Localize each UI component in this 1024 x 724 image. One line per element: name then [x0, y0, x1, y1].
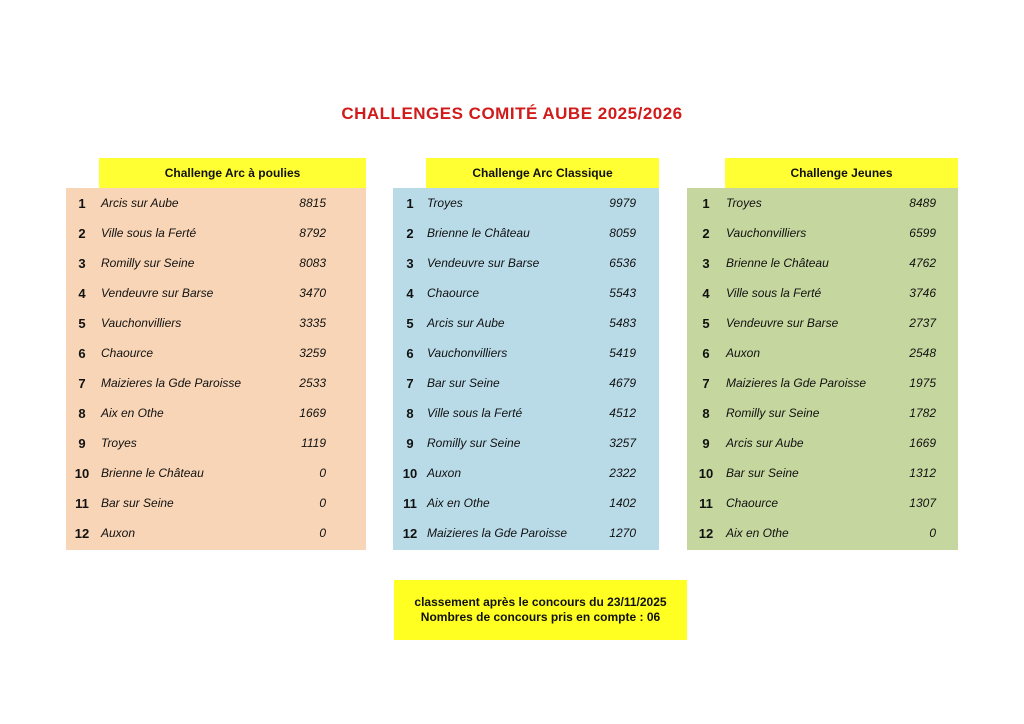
rank-cell: 3 [406, 255, 414, 271]
points-cell: 9979 [609, 196, 636, 210]
club-name-cell: Bar sur Seine [101, 496, 174, 510]
club-name-cell: Chaource [101, 346, 154, 360]
points-cell: 8083 [299, 256, 326, 270]
table-row [393, 278, 659, 308]
points-cell: 5483 [609, 316, 636, 330]
points-cell: 4512 [609, 406, 636, 420]
rank-cell: 1 [702, 195, 710, 211]
club-name-cell: Chaource [427, 286, 480, 300]
points-cell: 0 [319, 526, 326, 540]
table-row [687, 218, 958, 248]
points-cell: 3746 [909, 286, 936, 300]
table-row [66, 518, 366, 548]
table-row [393, 458, 659, 488]
club-name-cell: Aix en Othe [726, 526, 789, 540]
rank-cell: 2 [78, 225, 86, 241]
points-cell: 4762 [909, 256, 936, 270]
rank-cell: 5 [78, 315, 86, 331]
points-cell: 8792 [299, 226, 326, 240]
table-row [393, 308, 659, 338]
rank-cell: 10 [402, 465, 418, 481]
table-row [393, 518, 659, 548]
club-name-cell: Vendeuvre sur Barse [427, 256, 540, 270]
table-row [687, 488, 958, 518]
club-name-cell: Maizieres la Gde Paroisse [101, 376, 242, 390]
points-cell: 1669 [909, 436, 936, 450]
table-row [393, 338, 659, 368]
club-name-cell: Romilly sur Seine [427, 436, 521, 450]
points-cell: 0 [319, 496, 326, 510]
club-name-cell: Romilly sur Seine [101, 256, 195, 270]
rank-cell: 5 [702, 315, 710, 331]
table-row [66, 218, 366, 248]
table-row [687, 518, 958, 548]
rank-cell: 12 [402, 525, 418, 541]
rank-cell: 6 [406, 345, 414, 361]
rank-cell: 4 [406, 285, 414, 301]
club-name-cell: Bar sur Seine [427, 376, 500, 390]
club-name-cell: Auxon [427, 466, 462, 480]
rank-cell: 4 [78, 285, 86, 301]
table-row [66, 428, 366, 458]
rank-cell: 2 [406, 225, 414, 241]
points-cell: 3257 [609, 436, 636, 450]
table-row [393, 368, 659, 398]
rank-cell: 7 [406, 375, 414, 391]
table-row [66, 338, 366, 368]
club-name-cell: Vendeuvre sur Barse [726, 316, 839, 330]
rank-cell: 7 [702, 375, 710, 391]
points-cell: 1307 [909, 496, 936, 510]
table-row [393, 398, 659, 428]
table-row [66, 278, 366, 308]
points-cell: 8489 [909, 196, 936, 210]
table-row [66, 458, 366, 488]
club-name-cell: Maizieres la Gde Paroisse [726, 376, 867, 390]
ranking-list [66, 188, 366, 550]
points-cell: 8059 [609, 226, 636, 240]
table-row [687, 368, 958, 398]
rank-cell: 12 [698, 525, 714, 541]
club-name-cell: Troyes [427, 196, 463, 210]
table-row [687, 398, 958, 428]
rank-cell: 3 [702, 255, 710, 271]
club-name-cell: Troyes [726, 196, 762, 210]
points-cell: 1312 [909, 466, 936, 480]
points-cell: 1402 [609, 496, 636, 510]
points-cell: 1119 [301, 436, 326, 450]
club-name-cell: Ville sous la Ferté [726, 286, 822, 300]
table-row [687, 248, 958, 278]
table-row [66, 488, 366, 518]
note-count: Nombres de concours pris en compte : 06 [420, 610, 661, 624]
rank-cell: 10 [698, 465, 714, 481]
club-name-cell: Vauchonvilliers [427, 346, 508, 360]
table-row [687, 428, 958, 458]
table-row [393, 428, 659, 458]
points-cell: 2533 [299, 376, 326, 390]
points-cell: 3259 [299, 346, 326, 360]
club-name-cell: Auxon [101, 526, 136, 540]
points-cell: 8815 [299, 196, 326, 210]
rank-cell: 2 [702, 225, 710, 241]
rank-cell: 11 [75, 495, 89, 511]
table-row [687, 308, 958, 338]
club-name-cell: Brienne le Château [427, 226, 530, 240]
club-name-cell: Troyes [101, 436, 137, 450]
points-cell: 2548 [909, 346, 936, 360]
points-cell: 6599 [909, 226, 936, 240]
club-name-cell: Brienne le Château [726, 256, 829, 270]
table-row [687, 338, 958, 368]
rank-cell: 8 [702, 405, 710, 421]
rank-cell: 11 [403, 495, 417, 511]
rank-cell: 4 [702, 285, 710, 301]
table-row [393, 488, 659, 518]
club-name-cell: Ville sous la Ferté [101, 226, 197, 240]
club-name-cell: Auxon [726, 346, 761, 360]
points-cell: 5543 [609, 286, 636, 300]
rank-cell: 1 [406, 195, 414, 211]
rank-cell: 5 [406, 315, 414, 331]
ranking-list [393, 188, 659, 550]
rank-cell: 8 [78, 405, 86, 421]
club-name-cell: Vendeuvre sur Barse [101, 286, 214, 300]
club-name-cell: Romilly sur Seine [726, 406, 820, 420]
ranking-note [394, 580, 687, 640]
table-row [66, 308, 366, 338]
table-row [393, 248, 659, 278]
rank-cell: 12 [74, 525, 90, 541]
rank-cell: 8 [406, 405, 414, 421]
club-name-cell: Vauchonvilliers [726, 226, 807, 240]
rank-cell: 7 [78, 375, 86, 391]
rank-cell: 6 [702, 345, 710, 361]
rank-cell: 11 [699, 495, 713, 511]
club-name-cell: Bar sur Seine [726, 466, 799, 480]
table-row [393, 218, 659, 248]
points-cell: 2322 [609, 466, 636, 480]
table-row [393, 188, 659, 218]
table-row [66, 398, 366, 428]
club-name-cell: Arcis sur Aube [427, 316, 505, 330]
points-cell: 1975 [909, 376, 936, 390]
rank-cell: 3 [78, 255, 86, 271]
note-date: classement après le concours du 23/11/2025 [414, 595, 667, 609]
points-cell: 0 [319, 466, 326, 480]
rank-cell: 9 [406, 435, 414, 451]
club-name-cell: Brienne le Château [101, 466, 204, 480]
club-name-cell: Vauchonvilliers [101, 316, 182, 330]
table-row [66, 188, 366, 218]
table-row [66, 368, 366, 398]
club-name-cell: Ville sous la Ferté [427, 406, 523, 420]
club-name-cell: Maizieres la Gde Paroisse [427, 526, 568, 540]
club-name-cell: Chaource [726, 496, 779, 510]
rank-cell: 9 [78, 435, 86, 451]
points-cell: 1782 [909, 406, 936, 420]
table-row [687, 188, 958, 218]
points-cell: 3335 [299, 316, 326, 330]
page-title: CHALLENGES COMITÉ AUBE 2025/2026 [341, 104, 683, 123]
club-name-cell: Aix en Othe [427, 496, 490, 510]
table-row [66, 248, 366, 278]
club-name-cell: Arcis sur Aube [726, 436, 804, 450]
rank-cell: 9 [702, 435, 710, 451]
points-cell: 1669 [299, 406, 326, 420]
rank-cell: 6 [78, 345, 86, 361]
club-name-cell: Arcis sur Aube [101, 196, 179, 210]
points-cell: 4679 [609, 376, 636, 390]
table-row [687, 458, 958, 488]
panel-header: Challenge Arc à poulies [99, 158, 366, 188]
club-name-cell: Aix en Othe [101, 406, 164, 420]
points-cell: 6536 [609, 256, 636, 270]
panel-header: Challenge Arc Classique [426, 158, 659, 188]
rank-cell: 10 [74, 465, 90, 481]
rank-cell: 1 [78, 195, 86, 211]
points-cell: 3470 [299, 286, 326, 300]
ranking-list [687, 188, 958, 550]
points-cell: 1270 [609, 526, 636, 540]
points-cell: 0 [929, 526, 936, 540]
points-cell: 5419 [609, 346, 636, 360]
points-cell: 2737 [909, 316, 936, 330]
table-row [687, 278, 958, 308]
panel-header: Challenge Jeunes [725, 158, 958, 188]
